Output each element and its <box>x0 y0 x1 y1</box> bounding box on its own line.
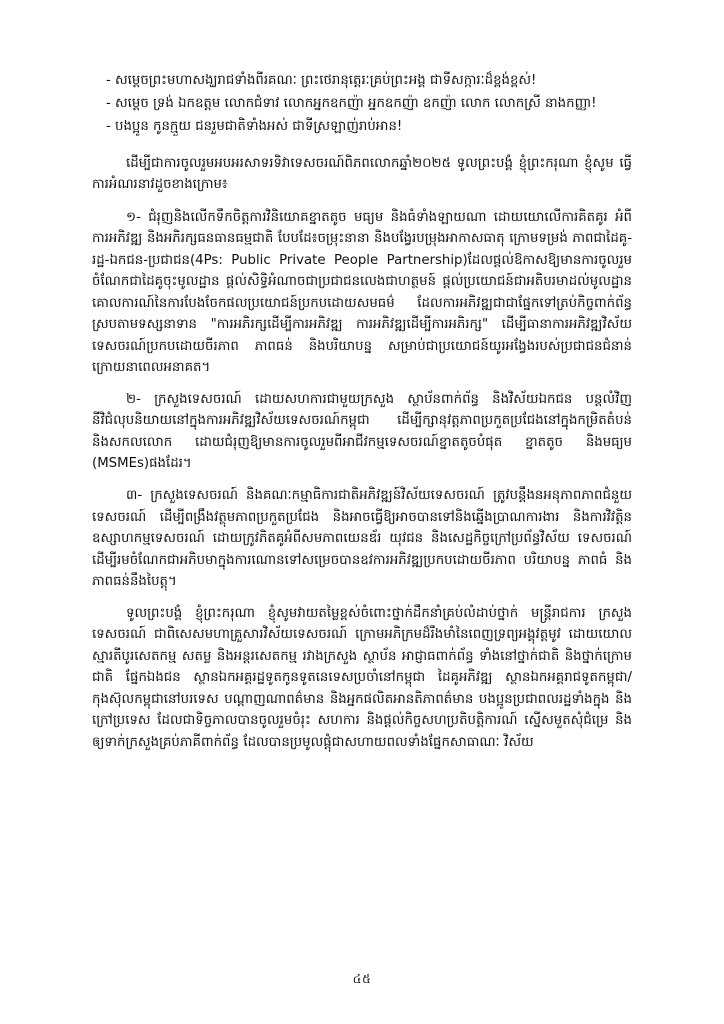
body-paragraph-1: ១- ជំរុញនិងលើកទឹកចិត្តការវិនិយោគខ្នាតតូច មធ្យម និងធំទាំងឡាយណា ដោយយោលើការគិតគូរ អំពីការអភិវឌ្ឍ និងអភិរក្សធនធានធម្មជាតិ បែបដែ៖ចម្រុះនានា និងបង្វែរបម្រុងអាកាសធាតុ ក្រោមទម្រង់ ភាពជាដៃគូ-រដ្ឋ-ឯកជន-ប្រជាជន(4Ps: Public Private People Partnership)ដែលផ្តល់ឱកាសឱ្យមានការចូលរួមចំណែកជាដៃគូចុះមូលដ្ឋាន ផ្តល់សិទ្ធិអំណាចជាប្រជាជនលេងជាហត្ថមន៍ ផ្តល់ប្រយោជន៍ជាអតិបរមាដល់មូលដ្ឋាន គោលការណ៍នៃការបែងចែកផលប្រយោជន៍ប្រកបដោយសមធម៌ ដែលការអភិវឌ្ឍជាជាផ្នែកទៅត្រប់កិច្ចពាក់ព័ន្ធ ស្របតាមទស្សនាទាន "ការអភិរក្សដើម្បីការអភិវឌ្ឍ ការអភិវឌ្ឍដើម្បីការអភិរក្ស" ដើម្បីធានាការអភិវឌ្ឍវិស័យទេសចរណ៍ប្រកបដោយចីរភាព ភាពធន់ និងបរិយាបន្ន សម្រាប់ជាប្រយោជន៍យូរអង្វែងរបស់ប្រជាជនជំនាន់ក្រោយនាពេលអនាគត។ <box>92 209 632 376</box>
closing-paragraph: ទូលព្រះបង្គំ ខ្ញុំព្រះករុណា ខ្ញុំសូមវាយតម្លៃខ្ពស់ចំពោះថ្នាក់ដឹកនាំគ្រប់លំដាប់ថ្នាក់ មន្រ្តីរាជការ ក្រសួងទេសចរណ៍ ជាពិសេសមហាគ្រួសារវិស័យទេសចរណ៍ ក្រោមអភិក្រមដ៏រឹងមាំនៃពេញទ្រព្យអង្គុវត្តមូវ ដោយយោលស្មារតីបូរសេតកម្ម សតម្ល និងអន្តរសេតកម្ម រវាងក្រសួង ស្ថាប័ន អាជ្ញាធពាក់ព័ន្ធ ទាំងនៅថ្នាក់ជាតិ និងថ្នាក់ក្រោមជាតិ ផ្នែកឯងជន ស្ថានឯកអគ្គរដ្ឋទូតកូនទូតនេទេសប្រចាំនៅកម្ពុជា ដៃគូអភិវឌ្ឍ ស្ថានឯកអគ្គរាជទូតកម្ពុជា/កុងស៊ុលកម្ពុជានៅបរទេស បណ្តាញណាពត៌មាន និងអ្នកផលិតអានតិភាពត៌មាន បងប្អូនប្រជាពលរដ្ឋទាំងក្នុង និងក្រៅប្រទេស ដែលជាទិច្ចភាលបានចូលរួមចំរុះ សហការ និងផ្តល់កិច្ចសហប្រតិបត្តិការណ៍ ស្នើសមួតសុំជំម្រេ និងឲ្យទាក់ក្រសួងគ្រប់ភាគីពាក់ព័ន្ធ ដែលបានប្រមូលផ្តុំជាសហាយពលទាំងផ្នែកសាធាណៈ វិស័យ <box>92 605 632 750</box>
salutation-line: - សម្តេចព្រះមហាសង្ឃរាជទាំងពីរគណៈ ព្រះថេរានុត្តេរៈគ្រប់ព្រះអង្គ ជាទីសក្ការៈដ៏ខ្ពង់ខ្ពស់! <box>106 73 537 88</box>
salutation-block <box>92 70 632 139</box>
page-content <box>92 70 632 950</box>
page-number: ៤៥ <box>352 971 372 986</box>
body-paragraph-2: ២- ក្រសួងទេសចរណ៍ ដោយសហការជាមួយក្រសួង ស្ថាប័នពាក់ព័ន្ធ និងវិស័យឯកជន បន្តលំវិញ នីវិជំលុបនិយាយនៅក្នុងការអភិវឌ្ឍវិស័យទេសចរណ៍កម្ពុជា ដើម្បីក្សានុវត្តភាពប្រកួតប្រជែងនៅក្នុងកម្រិតតំបន់ និងសកលលោក ដោយជំរុញឱ្យមានការចូលរួមពីអាជីវកម្មទេសចរណ៍ខ្នាតតូចបំផុត ខ្នាតតូច និងមធ្យម (MSMEs)ផងដែរ។ <box>92 391 632 472</box>
body-paragraph-3: ៣- ក្រសួងទេសចរណ៍ និងគណៈកម្មាធិការជាតិអភិវឌ្ឍន៍វិស័យទេសចរណ៍ ត្រូវបន្តឹងនអនុភាពភាពជំនួយទេសចរណ៍ ដើម្បីពង្រឹងវត្ថុមភាពប្រកួតប្រជែង និងអាចធ្វើឱ្យអាចបានទៅនិងឆ្នើងប្រាណការងារ និងការវិវត្តិន ឧស្សាហកម្មទេសចរណ៍ ដោយក្រូវភិតគូអំពីសមភាពយេនឌ័រ យុវជន និងសេដ្ឋកិច្ចក្រៅប្រព័ន្ធវិស័យ ទេសចរណ៍ ដើម្បីរមចំណែកជាអភិបមាក្នុងការណោនទៅសម្រេចបានឧវការអភិវឌ្ឍប្រកបដោយចីរភាព បរិយាបន្ន ភាពធំ និងភាពធន់នឹងបៃត្តុ។ <box>92 488 632 590</box>
salutation-line: - បងប្អូន កូនក្មួយ ជនរួមជាតិទាំងអស់ ជាទីស្រឡាញ់រាប់អាន! <box>106 118 403 134</box>
intro-paragraph: ដើម្បីជាការចូលរួមអបអរសាទរទិវាទេសចរណ៍ពិភពលោកឆ្នាំ២០២៥ ទូលព្រះបង្គំ ខ្ញុំព្រះករុណា ខ្ញុំសូម ធ្វើការអំណរនាវដួចខាងក្រោម៖ <box>92 155 632 193</box>
salutation-line: - សម្តេច ទ្រង់ ឯកឧត្តម លោកជំទាវ លោកអ្នកឧកញ៉ា អ្នកឧកញ៉ា ឧកញ៉ា លោក លោកស្រី នាងកញ្ញា! <box>106 95 597 111</box>
